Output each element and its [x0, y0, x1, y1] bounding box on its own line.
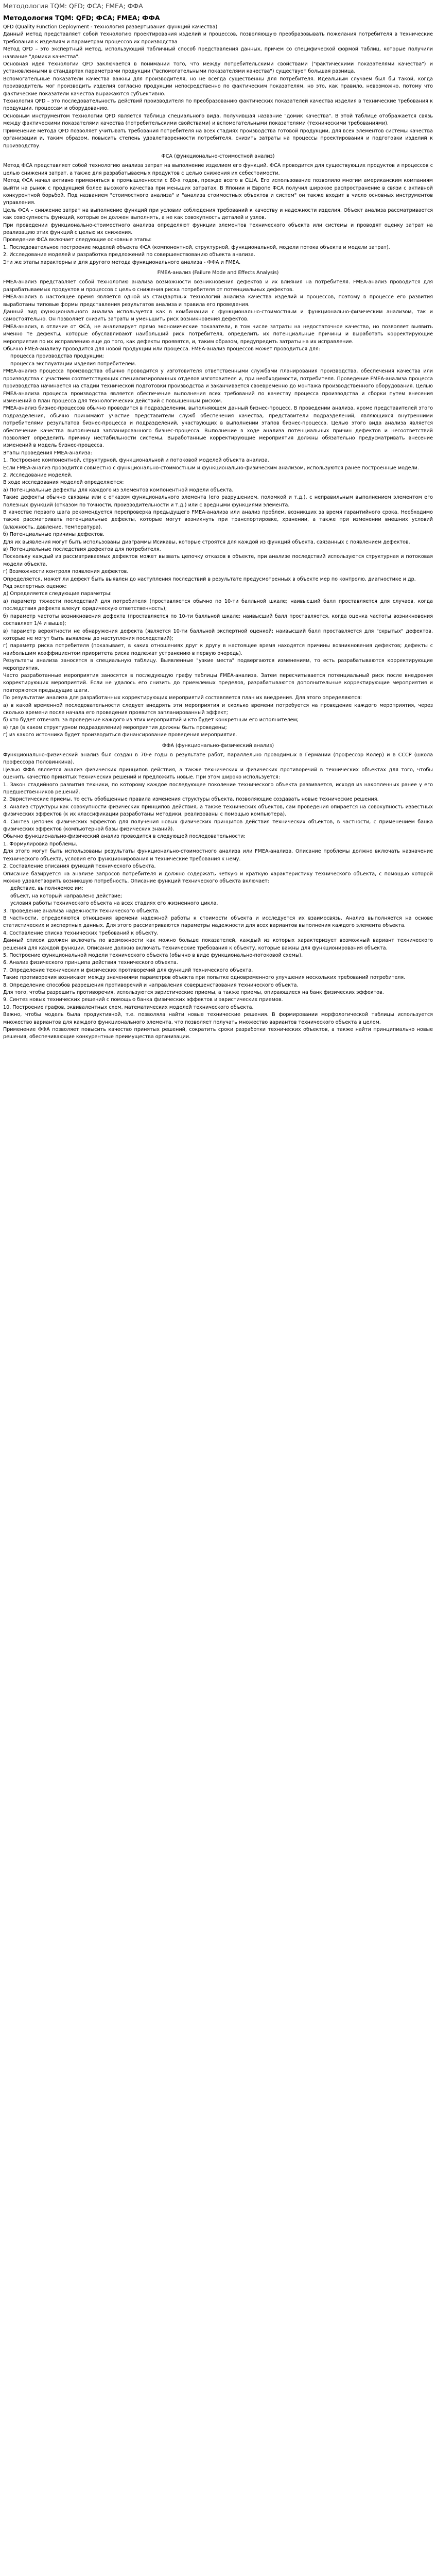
paragraph: QFD (Quality Function Deployment - технология развертывания функций качества) Данный метод представляет собой технологию проектирования изделий и процессов, позволяющую преобразовывать пожелания потребителя в технические требования к изделиям и параметрам процессов их производства — [3, 24, 433, 45]
paragraph: в) параметр вероятности не обнаружения дефекта (является 10-ти балльной экспертной оценкой; наивысший балл проставляется для "скрытых" дефектов, которые не могут быть выявлены до наступления последствий); — [3, 628, 433, 641]
list-item: процесса эксплуатации изделия потребителем. — [10, 361, 136, 367]
paragraph: В частности, определяются отношения времени надежной работы к стоимости объекта и исследуется их взаимосвязь. Анализ выполняется на основе статистических и экспертных данных. Для этого рассматриваются параметры надежности для всех вариантов выполнения каждого элемента объекта. — [3, 915, 433, 929]
paragraph: FMEA-анализ процесса производства обычно проводится у изготовителя ответственными службами планирования производства, обеспечения качества или производства с участием соответствующих специализированных отделов изготовителя и, при необходимости, потребителя. Проведение FMEA-анализа процесса производства начинается на стадии технической подготовки производства и заканчивается своевременно до монтажа производственного оборудования. Целью FMEA-анализа процесса производства является обеспечение выполнения всех требований по качеству процесса производства и сборки путем внесения изменений в план процесса для технологических действий с повышенным риском. — [3, 368, 433, 404]
paragraph: 4. Синтез цепочек физических эффектов для получения новых физических принципов действия технических объектов, в частности, с применением банка физических эффектов (компьютерной базы физических знаний). — [3, 819, 433, 833]
section-heading: Методология TQM: QFD; ФСА; FMEA; ФФА — [3, 14, 160, 22]
paragraph: Метод QFD – это экспертный метод, использующий табличный способ представления данных, причем со специфической формой таблиц, которые получили название "домики качества". — [3, 46, 433, 60]
paragraph: Технология QFD – это последовательность действий производителя по преобразованию фактических показателей качества изделия в технические требования к продукции, процессам и оборудованию. — [3, 98, 433, 112]
paragraph: 2. Исследование моделей. — [3, 472, 73, 478]
list-item: процесса производства продукции; — [10, 353, 104, 360]
paragraph: б) параметр частоты возникновения дефекта (проставляется по 10-ти балльной шкале; наивысший балл проставляется, когда оценка частоты возникновения составляет 1/4 и выше); — [3, 613, 433, 627]
paragraph: Целью ФФА является анализ физических принципов действия, а также технических и физических противоречий в технических объектах для того, чтобы оценить качество принятых технических решений и предложить новые. При этом широко используется: — [3, 767, 433, 781]
paragraph: г) из какого источника будет производиться финансирование проведения мероприятия. — [3, 732, 237, 738]
paragraph: г) параметр риска потребителя (показывает, в каких отношениях друг к другу в настоящее время находятся причины возникновения дефектов; дефекты с наибольшим коэффициентом приоритета риска подлежат устранению в первую очередь). — [3, 643, 433, 656]
paragraph: FMEA-анализ представляет собой технологию анализа возможности возникновения дефектов и их влияния на потребителя. FMEA-анализ проводится для разрабатываемых продуктов и процессов с целью снижения риска потребителя от потенциальных дефектов. — [3, 279, 433, 293]
paragraph: а) параметр тяжести последствий для потребителя (проставляется обычно по 10-ти балльной шкале; наивысший балл проставляется для случаев, когда последствия дефекта влекут юридическую ответственность); — [3, 598, 433, 612]
paragraph: Основным инструментом технологии QFD является таблица специального вида, получившая название "домик качества". В этой таблице отображается связь между фактическими показателями качества (потребительскими свойствами) и вспомогательными показателями (техническими требованиями). — [3, 113, 433, 127]
paragraph: Для этого могут быть использованы результаты функционально-стоимостного анализа или FMEA-анализа. Описание проблемы должно включать назначение технического объекта, условия его функционирования и технические требования к нему. — [3, 849, 433, 862]
paragraph: 10. Построение графов, эквивалентных схем, математических моделей технического объекта. — [3, 1004, 254, 1010]
paragraph: В ходе исследования моделей определяются: — [3, 480, 124, 486]
paragraph: Поскольку каждый из рассматриваемых дефектов может вызвать цепочку отказов в объекте, при анализе последствий используются структурная и потоковая модели объекта. — [3, 554, 433, 567]
paragraph: Этапы проведения FMEA-анализа: — [3, 450, 92, 456]
paragraph: По результатам анализа для разработанных корректирующих мероприятий составляется план их внедрения. Для этого определяются: — [3, 695, 362, 701]
paragraph: Такие противоречия возникают между значениями параметров объекта при попытке одновременного улучшения нескольких требований потребителя. — [3, 975, 406, 981]
document-page — [0, 0, 436, 1046]
page-title: Методология TQM: QFD; ФСА; FMEA; ФФА — [3, 2, 143, 10]
paragraph: Определяется, может ли дефект быть выявлен до наступления последствий в результате предусмотренных в объекте мер по контролю, диагностике и др. — [3, 576, 416, 582]
paragraph: в) где (в каком структурном подразделении) мероприятия должны быть проведены; — [3, 724, 227, 731]
paragraph: б) кто будет отвечать за проведение каждого из этих мероприятий и кто будет конкретным его исполнителем; — [3, 717, 299, 723]
paragraph: Основная идея технологии QFD заключается в понимании того, что между потребительскими свойствами ("фактическими показателями качества") и установленными в стандартах параметрами продукции ("вспомогательными показателями качества") существует большая разница. — [3, 61, 433, 75]
paragraph: 1. Построение компонентной, структурной, функциональной и потоковой моделей объекта анализа. — [3, 457, 269, 464]
paragraph: Если FMEA-анализ проводится совместно с функционально-стоимостным и функционально-физическим анализом, используются ранее построенные модели. — [3, 465, 419, 471]
paragraph: Для того, чтобы разрешить противоречия, используются эвристические приемы, а также приемы, опирающиеся на банк физических эффектов. — [3, 990, 384, 995]
paragraph: Эти же этапы характерны и для другого метода функционального анализа - ФФА и FMEA. — [3, 259, 241, 265]
paragraph: Метод ФСА представляет собой технологию анализа затрат на выполнение изделием его функций. ФСА проводится для существующих продуктов и процессов с целью снижения затрат, а также для разрабатываемых продуктов с целью снижения их себестоимости. — [3, 163, 433, 176]
paragraph: Вспомогательные показатели качества важны для производителя, но не всегда существенны для потребителя. Идеальным случаем был бы такой, когда производитель мог производить изделия согласно продукции непосредственно по фактическим показателям, но это, как правило, невозможно, потому что фактические показатели качества выражаются субъективно. — [3, 76, 433, 97]
subsection-heading: ФФА (функционально-физический анализ) — [162, 742, 274, 749]
paragraph: 3. Анализ структуры как совокупности физических принципов действия, а также технических объектов, сам проведения опирается на совокупность известных физических эффектов (к их классификации разработаны методики, реализованы с помощью компьютера). — [3, 804, 433, 818]
paragraph: Метод ФСА начал активно применяться в промышленности с 60-х годов, прежде всего в США. Его использование позволило многим американским компаниям выйти на рынок с продукцией более высокого качества при меньших затратах. В Японии и Европе ФСА получил широкое распространение в связи с активной конкурентной борьбой. Под названием "стоимостного анализа" и "анализа стоимостных объектов и систем" он также входит в число основных инструментов управления. — [3, 178, 433, 206]
paragraph: 1. Формулировка проблемы. — [3, 841, 78, 847]
paragraph: 9. Синтез новых технических решений с помощью банка физических эффектов и эвристических приемов. — [3, 997, 283, 1003]
paragraph: В качестве первого шага рекомендуется перепроверка предыдущего FMEA-анализа или анализ проблем, возникших за время гарантийного срока. Необходимо также рассматривать потенциальные дефекты, которые могут возникнуть при транспортировке, хранении, а также при изменении внешних условий (влажность, давление, температура). — [3, 510, 433, 530]
paragraph: Данный список должен включать по возможности как можно больше показателей, каждый из которых характеризует возможный вариант технического решения для каждой функции. Описание должно включать технические требования к объекту, которые важны для функционирования объекта. — [3, 938, 433, 951]
paragraph: Часто разработанные мероприятия заносятся в последующую графу таблицы FMEA-анализа. Затем пересчитывается потенциальный риск после внедрения корректирующих мероприятий. Если не удалось его снизить до приемлемых пределов, разрабатываются дополнительные корректирующие мероприятия и повторяются предыдущие шаги. — [3, 672, 433, 693]
paragraph: д) Определяется следующие параметры: — [3, 591, 112, 597]
list-item: действие, выполняемое им; — [10, 886, 83, 892]
paragraph: a) Потенциальные дефекты для каждого из элементов компонентной модели объекта. — [3, 487, 234, 493]
paragraph: г) Возможности контроля появления дефектов. — [3, 569, 129, 575]
paragraph: Важно, чтобы модель была продуктивной, т.е. позволяла найти новые технические решения. В формировании морфологической таблицы используется множество вариантов для каждого функционального элемента, что позволяет получать множество вариантов технического объекта в целом. — [3, 1012, 433, 1025]
paragraph: Такие дефекты обычно связаны или с отказом функционального элемента (его разрушением, поломкой и т.д.), с неправильным выполнением элементом его полезных функций (отказом по точности, производительности и т.д.) или с вредными функциями элемента. — [3, 495, 433, 508]
paragraph: Данный вид функционального анализа используется как в комбинации с функционально-стоимостным и функционально-физическим анализом, так и самостоятельно. Он позволяет снизить затраты и уменьшить риск возникновения дефектов. — [3, 309, 433, 323]
paragraph: Функционально-физический анализ был создан в 70-е годы в результате работ, параллельно проводимых в Германии (профессор Колер) и в СССР (школа профессора Половинкина). — [3, 752, 433, 766]
paragraph: 2. Составление описания функций технического объекта. — [3, 863, 156, 870]
paragraph: в) Потенциальные последствия дефектов для потребителя. — [3, 547, 161, 553]
list-item: объект, на который направлено действие; — [10, 893, 123, 899]
paragraph: Обычно функционально-физический анализ проводится в следующей последовательности: — [3, 834, 246, 840]
paragraph: Для их выявления могут быть использованы диаграммы Исикавы, которые строятся для каждой из функций объекта, связанных с появлением дефектов. — [3, 539, 410, 545]
paragraph: FMEA-анализ в настоящее время является одной из стандартных технологий анализа качества изделий и процессов, поэтому в процессе его развития выработаны типовые формы представления результатов анализа и правила его проведения. — [3, 294, 433, 308]
paragraph: 2. Исследование моделей и разработка предложений по совершенствованию объекта анализа. — [3, 252, 255, 258]
paragraph: 6. Анализ физического принципа действия технического объекта. — [3, 960, 178, 966]
paragraph: FMEA-анализ бизнес-процессов обычно проводится в подразделении, выполняющем данный бизнес-процесс. В проведении анализа, кроме представителей этого подразделения, обычно принимают участие представители служб обеспечения качества, представители подразделений, являющихся внутренними потребителями результатов бизнес-процесса и подразделений, участвующих в выполнении этапов бизнес-процесса. Целью этого вида анализа является обеспечение качества выполнения запланированного бизнес-процесса. Выполнение в ходе анализа потенциальных причин дефектов и несоответствий позволяет определить причину нестабильности системы. Выработанные корректирующие мероприятия должны обязательно предусматривать внесение изменений в модель бизнес-процесса. — [3, 405, 433, 449]
paragraph: Описание базируется на анализе запросов потребителя и должно содержать четкую и краткую характеристику технического объекта, с помощью которой можно удовлетворить возникшую потребность. Описание функций технического объекта включает: — [3, 871, 433, 884]
paragraph: a) в какой временной последовательности следует внедрять эти мероприятия и сколько времени потребуется на проведение каждого мероприятия, через сколько времени после начала его проведения проявится запланированный эффект; — [3, 702, 433, 716]
paragraph: б) Потенциальные причины дефектов. — [3, 532, 104, 538]
paragraph: 8. Определение способов разрешения противоречий и направления совершенствования технического объекта. — [3, 982, 299, 988]
paragraph: 4. Составление списка технических требований к объекту. — [3, 930, 159, 936]
list-item: условия работы технического объекта на всех стадиях его жизненного цикла. — [10, 901, 218, 907]
paragraph: Результаты анализа заносятся в специальную таблицу. Выявленные "узкие места" подвергаются изменениям, то есть разрабатываются корректирующие мероприятия. — [3, 658, 433, 671]
subsection-heading: ФСА (функционально-стоимостной анализ) — [161, 153, 275, 159]
paragraph: Применение метода QFD позволяет учитывать требования потребителя на всех стадиях производства готовой продукции, для всех элементов системы качества организации и, таким образом, повысить степень удовлетворенности потребителя, снизить затраты на процессы проектирования и подготовки изделий к производству. — [3, 128, 433, 149]
paragraph: Применение ФФА позволяет повысить качество принятых решений, сократить сроки разработки технических объектов, а также найти принципиально новые решения, обеспечивающие конкурентные преимущества организации. — [3, 1027, 433, 1040]
paragraph: 7. Определение технических и физических противоречий для функций технического объекта. — [3, 967, 253, 973]
document-body — [3, 13, 433, 1041]
paragraph: 2. Эвристические приемы, то есть обобщенные правила изменения структуры объекта, позволяющие создавать новые технические решения. — [3, 796, 379, 803]
paragraph: Проведение ФСА включает следующие основные этапы: — [3, 237, 152, 243]
paragraph: 1. Закон стадийного развития техники, по которому каждое последующее поколение технического объекта развивается, исходя из накопленных ранее у его предшественников решений. — [3, 782, 433, 795]
paragraph: 1. Последовательное построение моделей объекта ФСА (компонентной, структурной, функциональной, модели потока объекта и модели затрат). — [3, 244, 390, 250]
paragraph: 5. Построение функциональной модели технического объекта (обычно в виде функционально-потоковой схемы). — [3, 952, 303, 958]
paragraph: 3. Проведение анализа надежности технического объекта. — [3, 908, 160, 914]
paragraph: При проведении функционально-стоимостного анализа определяют функции элементов технического объекта или системы и проводят оценку затрат на реализацию этих функций с целью их снижения. — [3, 222, 433, 235]
paragraph: Обычно FMEA-анализу проводится для новой продукции или процесса. FMEA-анализ процессов может проводиться для: — [3, 346, 320, 352]
paragraph: Ряд экспертных оценок: — [3, 584, 67, 590]
paragraph: FMEA-анализ, в отличие от ФСА, не анализирует прямо экономические показатели, в том числе затраты на недостаточное качество, но позволяет выявить именно те дефекты, которые обуславливают наибольший риск потребителя, определить их потенциальные причины и выработать корректирующие мероприятия по их исправлению еще до того, как дефекты проявятся, и, таким образом, предупредить затраты на их исправление. — [3, 324, 433, 345]
subsection-heading: FMEA-анализ (Failure Mode and Effects Analysis) — [157, 270, 279, 276]
paragraph: Цель ФСА – снижение затрат на выполнение функций при условии соблюдения требований к качеству и надежности изделия. Объект анализа рассматривается как совокупность функций, которые он должен выполнять, а не как совокупность деталей и узлов. — [3, 207, 433, 221]
